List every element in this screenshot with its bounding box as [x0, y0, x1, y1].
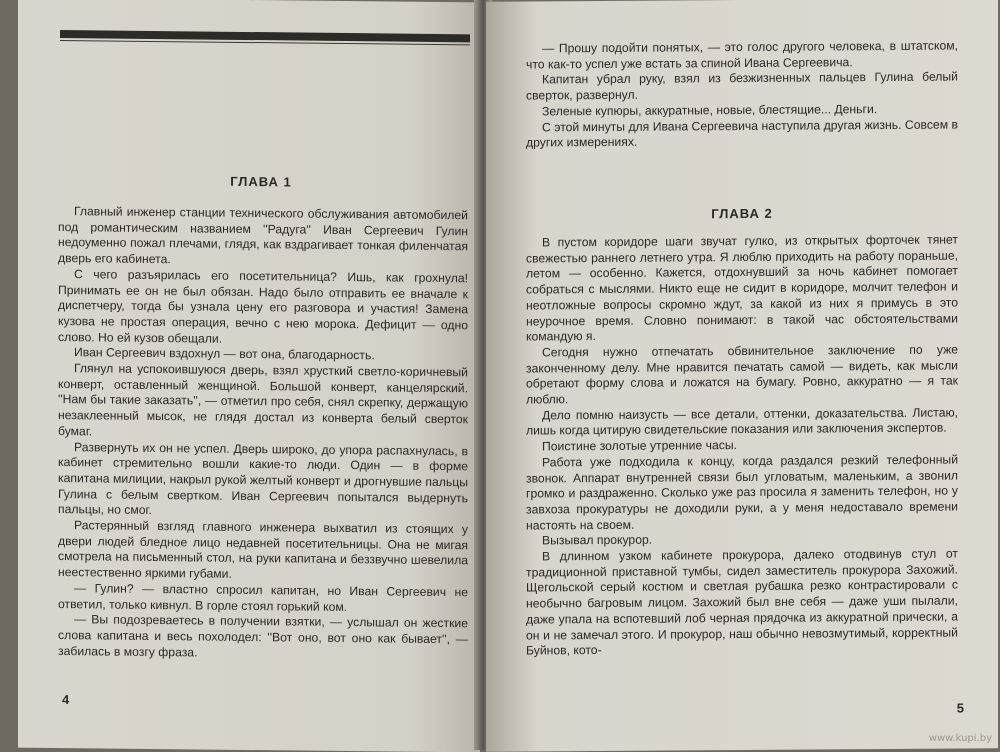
- paragraph: Развернуть их он не успел. Дверь широко, до упора распахнулась, в кабинет стремительно вошли какие-то люди. Один — в форме капитана милиции, накрыл рукой желтый конверт и дрогнувшие пальцы Гулина с белым свертком. Иван Сергеевич попытался выдернуть пальцы, но смог.: [58, 439, 468, 518]
- paragraph: Главный инженер станции технического обслуживания автомобилей под романтическим названием ''Радуга'' Иван Сергеевич Гулин недоуменно пожал плечами, глядя, как вздрагивает тонкая филенчатая дверь его кабинета.: [58, 204, 468, 267]
- paragraph: Глянул на успокоившуюся дверь, взял хрусткий светло-коричневый конверт, оставленный женщиной. Большой конверт, канцелярский. ''Нам бы такие заказать'', — отметил про себя, снял скрепку, держащую незаклеенный мысок, не глядя достал из конверта белый сверток бумаг.: [58, 361, 468, 439]
- paragraph: Работа уже подходила к концу, когда раздался резкий телефонный звонок. Аппарат внутренней связи был угловатым, маленьким, а звонил громко и раздраженно. Сколько уже раз просила я заменить телефон, но у завхоза прокуратуры не доходили руки, а у меня недоставало времени настоять на своем.: [526, 452, 958, 533]
- paragraph: Растерянный взгляд главного инженера выхватил из стоящих у двери людей бледное лицо недавней посетительницы. Она не мигая смотрела на письменный стол, на руки капитана и беззвучно шевелила неестественно яркими губами.: [58, 518, 468, 581]
- right-page-text: [526, 232, 958, 659]
- paragraph: — Прошу подойти понятых, — это голос другого человека, в штатском, что как-то успел уже встать за спиной Ивана Сергеевича.: [526, 38, 958, 72]
- left-page: [18, 0, 480, 752]
- paragraph: С чего разъярилась его посетительница? Ишь, как грохнула! Принимать ее он не был обязан. Надо было отправить ее вначале к диспетчеру, тогда бы узнала цену его разговора и участия! Замена кузова не простая операция, вечно с нею морока. Дефицит — одно слово. Но ей кузов обещали.: [58, 266, 468, 346]
- paragraph: В пустом коридоре шаги звучат гулко, из открытых форточек тянет свежестью раннего летнего утра. Я люблю приходить на работу пораньше, летом — особенно. Кажется, отдохнувший за ночь кабинет помогает собраться с мыслями. Никто еще не сидит в коридоре, молчит телефон и неотложные вопросы скромно ждут, за какой из них я примусь в это неурочное время. Словно понимают: в такой час обстоятельствами командую я.: [526, 232, 958, 344]
- paragraph: Зеленые купюры, аккуратные, новые, блестящие... Деньги.: [542, 101, 878, 119]
- paragraph: С этой минуты для Ивана Сергеевича наступила другая жизнь. Совсем в других измерениях.: [526, 117, 958, 150]
- chapter-title: [526, 204, 958, 222]
- page-number-right: 5: [956, 700, 964, 716]
- paragraph: В длинном узком кабинете прокурора, далеко отодвинув стул от традиционной приставной тумбы, сидел заместитель прокурора Захожий. Щегольской серый костюм и светлая рубашка резко контрастировали с необычно багровым лицом. Захожий был вне себя — даже уши пылали, даже упала на вспотевший лоб черная прядочка из аккуратной прически, а он и не замечал этого. И прокурор, наш обычно невозмутимый, корректный Буйнов, кото-: [526, 546, 958, 658]
- chapter-2-title: ГЛАВА 2: [711, 205, 773, 222]
- paragraph: — Гулин? — властно спросил капитан, но Иван Сергеевич не ответил, только кивнул. В горле стоял горький ком.: [58, 581, 468, 614]
- left-page-text: [58, 204, 468, 664]
- right-page: [486, 0, 998, 752]
- header-rule: [60, 30, 470, 42]
- chapter-1-title: ГЛАВА 1: [230, 173, 292, 190]
- right-page-text-top: [526, 38, 958, 151]
- page-number-left: 4: [62, 692, 70, 708]
- paragraph: Вызывал прокурор.: [542, 532, 653, 548]
- paragraph: Дело помню наизусть — все детали, оттенки, доказательства. Листаю, лишь когда цитирую свидетельские показания или заключения экспертов.: [526, 405, 958, 438]
- paragraph: Сегодня нужно отпечатать обвинительное заключение по уже законченному делу. Мне нравится печатать самой — видеть, как мысли обретают форму слова и ложатся на бумагу. Ровно, аккуратно — я так люблю.: [526, 342, 958, 407]
- watermark: www.kupi.by: [928, 733, 992, 744]
- paragraph: Поистине золотые утренние часы.: [542, 438, 737, 454]
- paragraph: Иван Сергеевич вздохнул — вот она, благодарность.: [74, 345, 375, 363]
- paragraph: Капитан убрал руку, взял из безжизненных пальцев Гулина белый сверток, развернул.: [526, 69, 958, 103]
- chapter-title: [58, 172, 464, 191]
- paragraph: — Вы подозреваетесь в получении взятки, — услышал он жесткие слова капитана и весь похолодел: ''Вот оно, вот оно как бывает'', — забилась в мозгу фраза.: [58, 612, 468, 660]
